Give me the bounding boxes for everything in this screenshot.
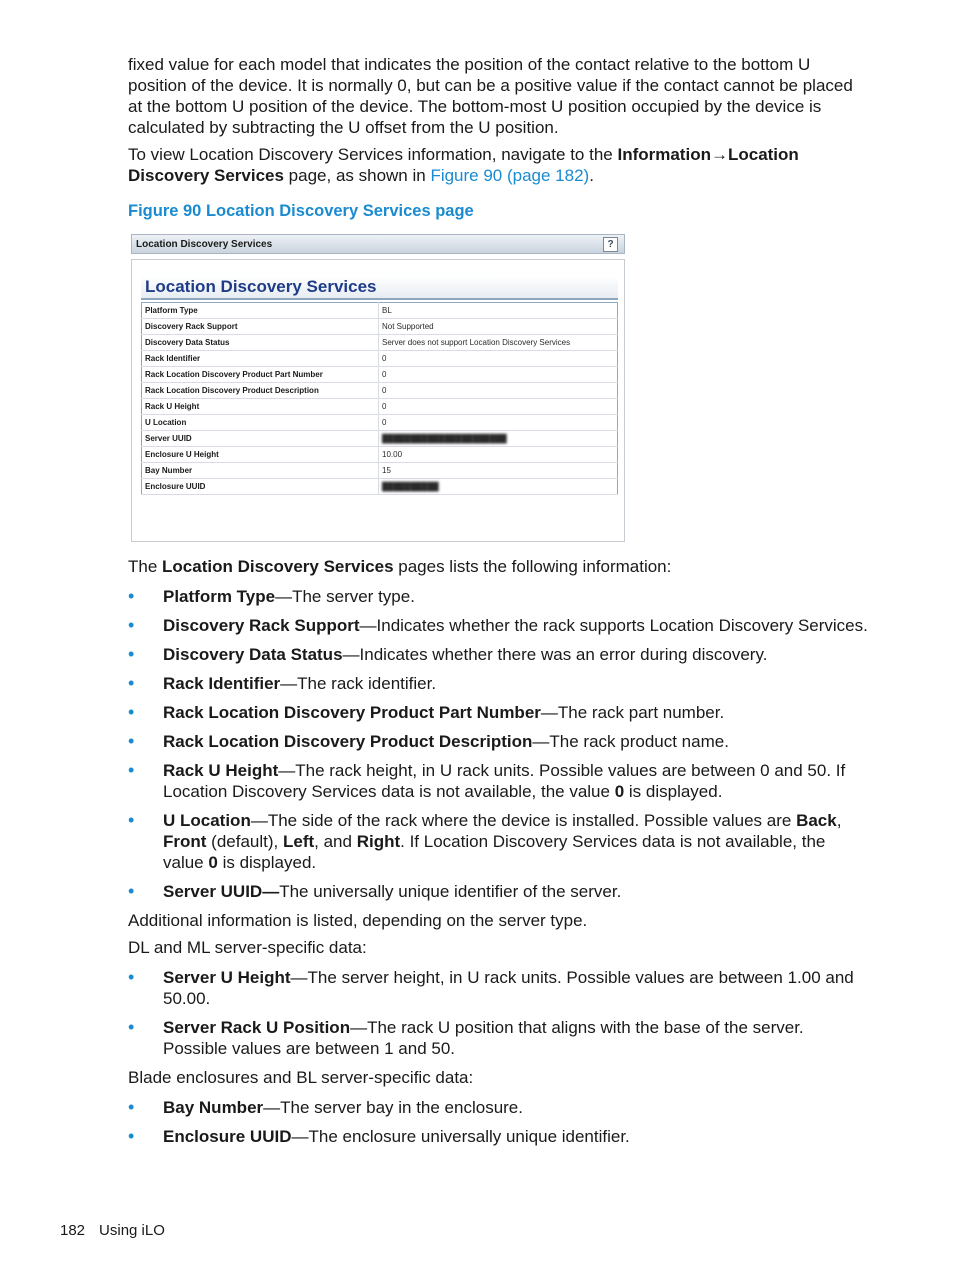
table-row — [142, 319, 618, 335]
list-description: —Indicates whether the rack supports Location Discovery Services. — [359, 616, 868, 635]
help-icon[interactable]: ? — [603, 237, 618, 252]
list-item — [128, 1017, 870, 1059]
bullet-icon: • — [128, 810, 135, 830]
bullet-icon: • — [128, 615, 135, 635]
nav-information: Information — [617, 145, 711, 164]
bullet-icon: • — [128, 967, 135, 987]
dl-ml-list — [128, 967, 870, 1059]
dl-ml-heading: DL and ML server-specific data: — [128, 938, 367, 957]
row-key: Rack U Height — [142, 399, 379, 415]
table-row — [142, 399, 618, 415]
list-item: • Server UUID—The universally unique identifier of the server. — [128, 881, 622, 901]
bullet-icon: • — [128, 673, 135, 693]
list-description: —The rack part number. — [540, 703, 725, 722]
page-content — [128, 54, 870, 1155]
list-item — [128, 731, 870, 752]
row-value: 0 — [379, 367, 618, 383]
list-item — [128, 586, 870, 607]
table-row — [142, 367, 618, 383]
page-footer — [60, 1222, 179, 1239]
row-key: Enclosure U Height — [142, 447, 379, 463]
list-term: Rack Identifier — [163, 674, 281, 693]
intro-paragraph: fixed value for each model that indicates the position of the contact relative to the bottom U position of the device. It is normally 0, but can be a positive value if the contact cannot be placed at the bottom U position of the device. The bottom-most U position occupied by the device is calculated by subtracting the U offset from the U position. — [128, 55, 853, 137]
additional-info: Additional information is listed, depending on the server type. — [128, 911, 588, 930]
list-description: —The server height, in U rack units. Possible values are between 1.00 and 50.00. — [163, 968, 854, 1008]
row-value: 0 — [379, 383, 618, 399]
blade-heading: Blade enclosures and BL server-specific data: — [128, 1068, 474, 1087]
list-description: —The rack identifier. — [280, 674, 437, 693]
row-value: 0 — [379, 415, 618, 431]
list-item — [128, 1126, 870, 1147]
list-term: Bay Number — [163, 1098, 264, 1117]
figure-caption: Figure 90 Location Discovery Services page — [128, 202, 474, 220]
blade-list — [128, 1097, 870, 1147]
nav-location-discovery: Location Discovery Services — [128, 145, 799, 185]
page-number: 182 — [60, 1222, 86, 1239]
info-list — [128, 586, 870, 752]
list-term: Rack Location Discovery Product Description — [163, 732, 533, 751]
row-key: Platform Type — [142, 303, 379, 319]
table-row — [142, 479, 618, 495]
section-name: Using iLO — [99, 1222, 165, 1239]
bullet-icon: • — [128, 644, 135, 664]
bullet-icon: • — [128, 702, 135, 722]
row-value: ██████████████████████ — [379, 431, 618, 447]
row-value: 0 — [379, 351, 618, 367]
bullet-icon: • — [128, 1126, 135, 1146]
bullet-icon: • — [128, 586, 135, 606]
bullet-icon: • — [128, 881, 135, 901]
list-term: Enclosure UUID — [163, 1127, 292, 1146]
list-term: Platform Type — [163, 587, 276, 606]
bullet-icon: • — [128, 760, 135, 780]
list-lead: The Location Discovery Services pages lists the following information: — [128, 557, 672, 576]
row-key: Server UUID — [142, 431, 379, 447]
figure-header-title: Location Discovery Services — [136, 239, 273, 250]
row-value: 15 — [379, 463, 618, 479]
row-value: ██████████ — [379, 479, 618, 495]
list-term: Discovery Data Status — [163, 645, 343, 664]
figure-header-bar — [131, 234, 625, 254]
list-item — [128, 1097, 870, 1118]
bullet-icon: • — [128, 1097, 135, 1117]
list-description: —The enclosure universally unique identifier. — [291, 1127, 630, 1146]
bullet-icon: • — [128, 1017, 135, 1037]
list-item — [128, 615, 870, 636]
location-table — [141, 302, 618, 495]
list-term: Server Rack U Position — [163, 1018, 351, 1037]
row-key: Bay Number — [142, 463, 379, 479]
navigation-paragraph: To view Location Discovery Services information, navigate to the Information→Location Discovery Services page, as shown in Figure 90 (page 182). — [128, 145, 799, 185]
table-row — [142, 351, 618, 367]
row-key: Rack Location Discovery Product Part Number — [142, 367, 379, 383]
table-row — [142, 335, 618, 351]
table-row — [142, 447, 618, 463]
info-list-continued — [128, 760, 870, 902]
list-item: • Rack U Height—The rack height, in U rack units. Possible values are between 0 and 50. If Location Discovery Services data is not available, the value 0 is displayed. — [128, 760, 846, 801]
list-term: Rack Location Discovery Product Part Number — [163, 703, 541, 722]
list-description: —The rack product name. — [532, 732, 729, 751]
list-item — [128, 702, 870, 723]
figure-panel — [131, 259, 625, 542]
list-term: Discovery Rack Support — [163, 616, 360, 635]
table-row — [142, 383, 618, 399]
row-key: Rack Location Discovery Product Description — [142, 383, 379, 399]
bullet-icon: • — [128, 731, 135, 751]
list-term: Server U Height — [163, 968, 291, 987]
list-item: • U Location—The side of the rack where the device is installed. Possible values are Back, Front (default), Left, and Right. If Location Discovery Services data is not available, the value 0 is displayed. — [128, 810, 842, 872]
row-key: Enclosure UUID — [142, 479, 379, 495]
row-value: 10.00 — [379, 447, 618, 463]
row-value: Server does not support Location Discovery Services — [379, 335, 618, 351]
row-key: U Location — [142, 415, 379, 431]
table-row — [142, 463, 618, 479]
location-discovery-screenshot — [131, 234, 631, 546]
row-value: BL — [379, 303, 618, 319]
list-item — [128, 673, 870, 694]
figure-link[interactable]: Figure 90 (page 182) — [430, 166, 590, 185]
list-description: —The server type. — [275, 587, 415, 606]
row-key: Discovery Data Status — [142, 335, 379, 351]
figure-panel-title: Location Discovery Services — [141, 276, 618, 300]
list-item — [128, 967, 870, 1009]
row-key: Rack Identifier — [142, 351, 379, 367]
list-item — [128, 644, 870, 665]
row-key: Discovery Rack Support — [142, 319, 379, 335]
table-row — [142, 303, 618, 319]
row-value: Not Supported — [379, 319, 618, 335]
list-description: —Indicates whether there was an error during discovery. — [342, 645, 768, 664]
row-value: 0 — [379, 399, 618, 415]
list-description: —The rack U position that aligns with the base of the server. Possible values are between 1 and 50. — [163, 1018, 804, 1058]
table-row — [142, 415, 618, 431]
list-description: —The server bay in the enclosure. — [263, 1098, 523, 1117]
table-row — [142, 431, 618, 447]
